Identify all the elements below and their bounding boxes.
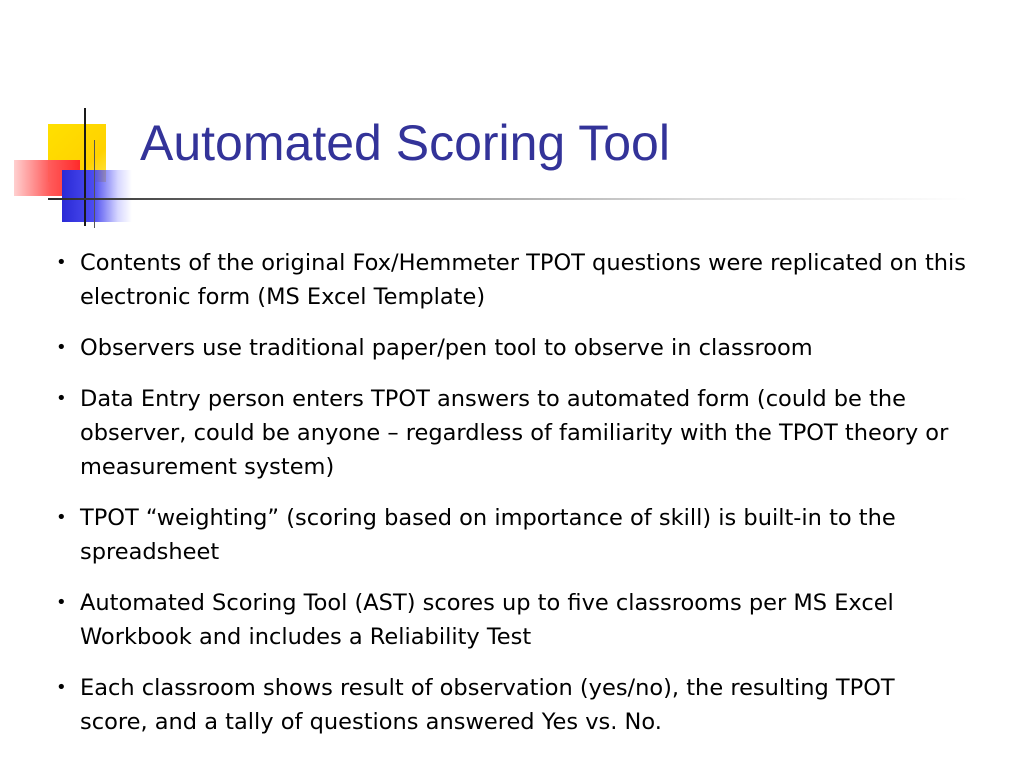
slide-title: Automated Scoring Tool xyxy=(140,115,670,171)
bullet-item xyxy=(56,586,966,654)
bullet-dot: • xyxy=(56,507,67,528)
bullet-dot: • xyxy=(56,252,67,273)
bullet-item xyxy=(56,501,966,569)
bullet-dot: • xyxy=(56,592,67,613)
bullet-dot: • xyxy=(56,388,67,409)
bullet-item xyxy=(56,382,966,484)
bullet-item xyxy=(56,671,966,739)
bullet-text: Each classroom shows result of observation (yes/no), the resulting TPOT score, and a tally of questions answered Yes vs. No. xyxy=(80,675,895,735)
bullet-dot: • xyxy=(56,677,67,698)
bullet-item xyxy=(56,246,966,314)
bullet-dot: • xyxy=(56,337,67,358)
title-underline-decoration xyxy=(48,198,968,200)
bullet-text: Data Entry person enters TPOT answers to automated form (could be the observer, could be anyone – regardless of familiarity with the TPOT theory or measurement system) xyxy=(80,386,949,480)
bullet-item xyxy=(56,331,966,365)
blue-square-decoration xyxy=(62,170,132,222)
vertical-line-decoration xyxy=(84,108,86,226)
bullet-text: Automated Scoring Tool (AST) scores up to five classrooms per MS Excel Workbook and includes a Reliability Test xyxy=(80,590,894,650)
bullet-list xyxy=(56,246,966,756)
bullet-text: Observers use traditional paper/pen tool to observe in classroom xyxy=(80,335,813,361)
bullet-text: TPOT “weighting” (scoring based on importance of skill) is built-in to the spreadsheet xyxy=(80,505,896,565)
bullet-text: Contents of the original Fox/Hemmeter TPOT questions were replicated on this electronic form (MS Excel Template) xyxy=(80,250,967,310)
vertical-line-decoration-2 xyxy=(94,140,95,228)
